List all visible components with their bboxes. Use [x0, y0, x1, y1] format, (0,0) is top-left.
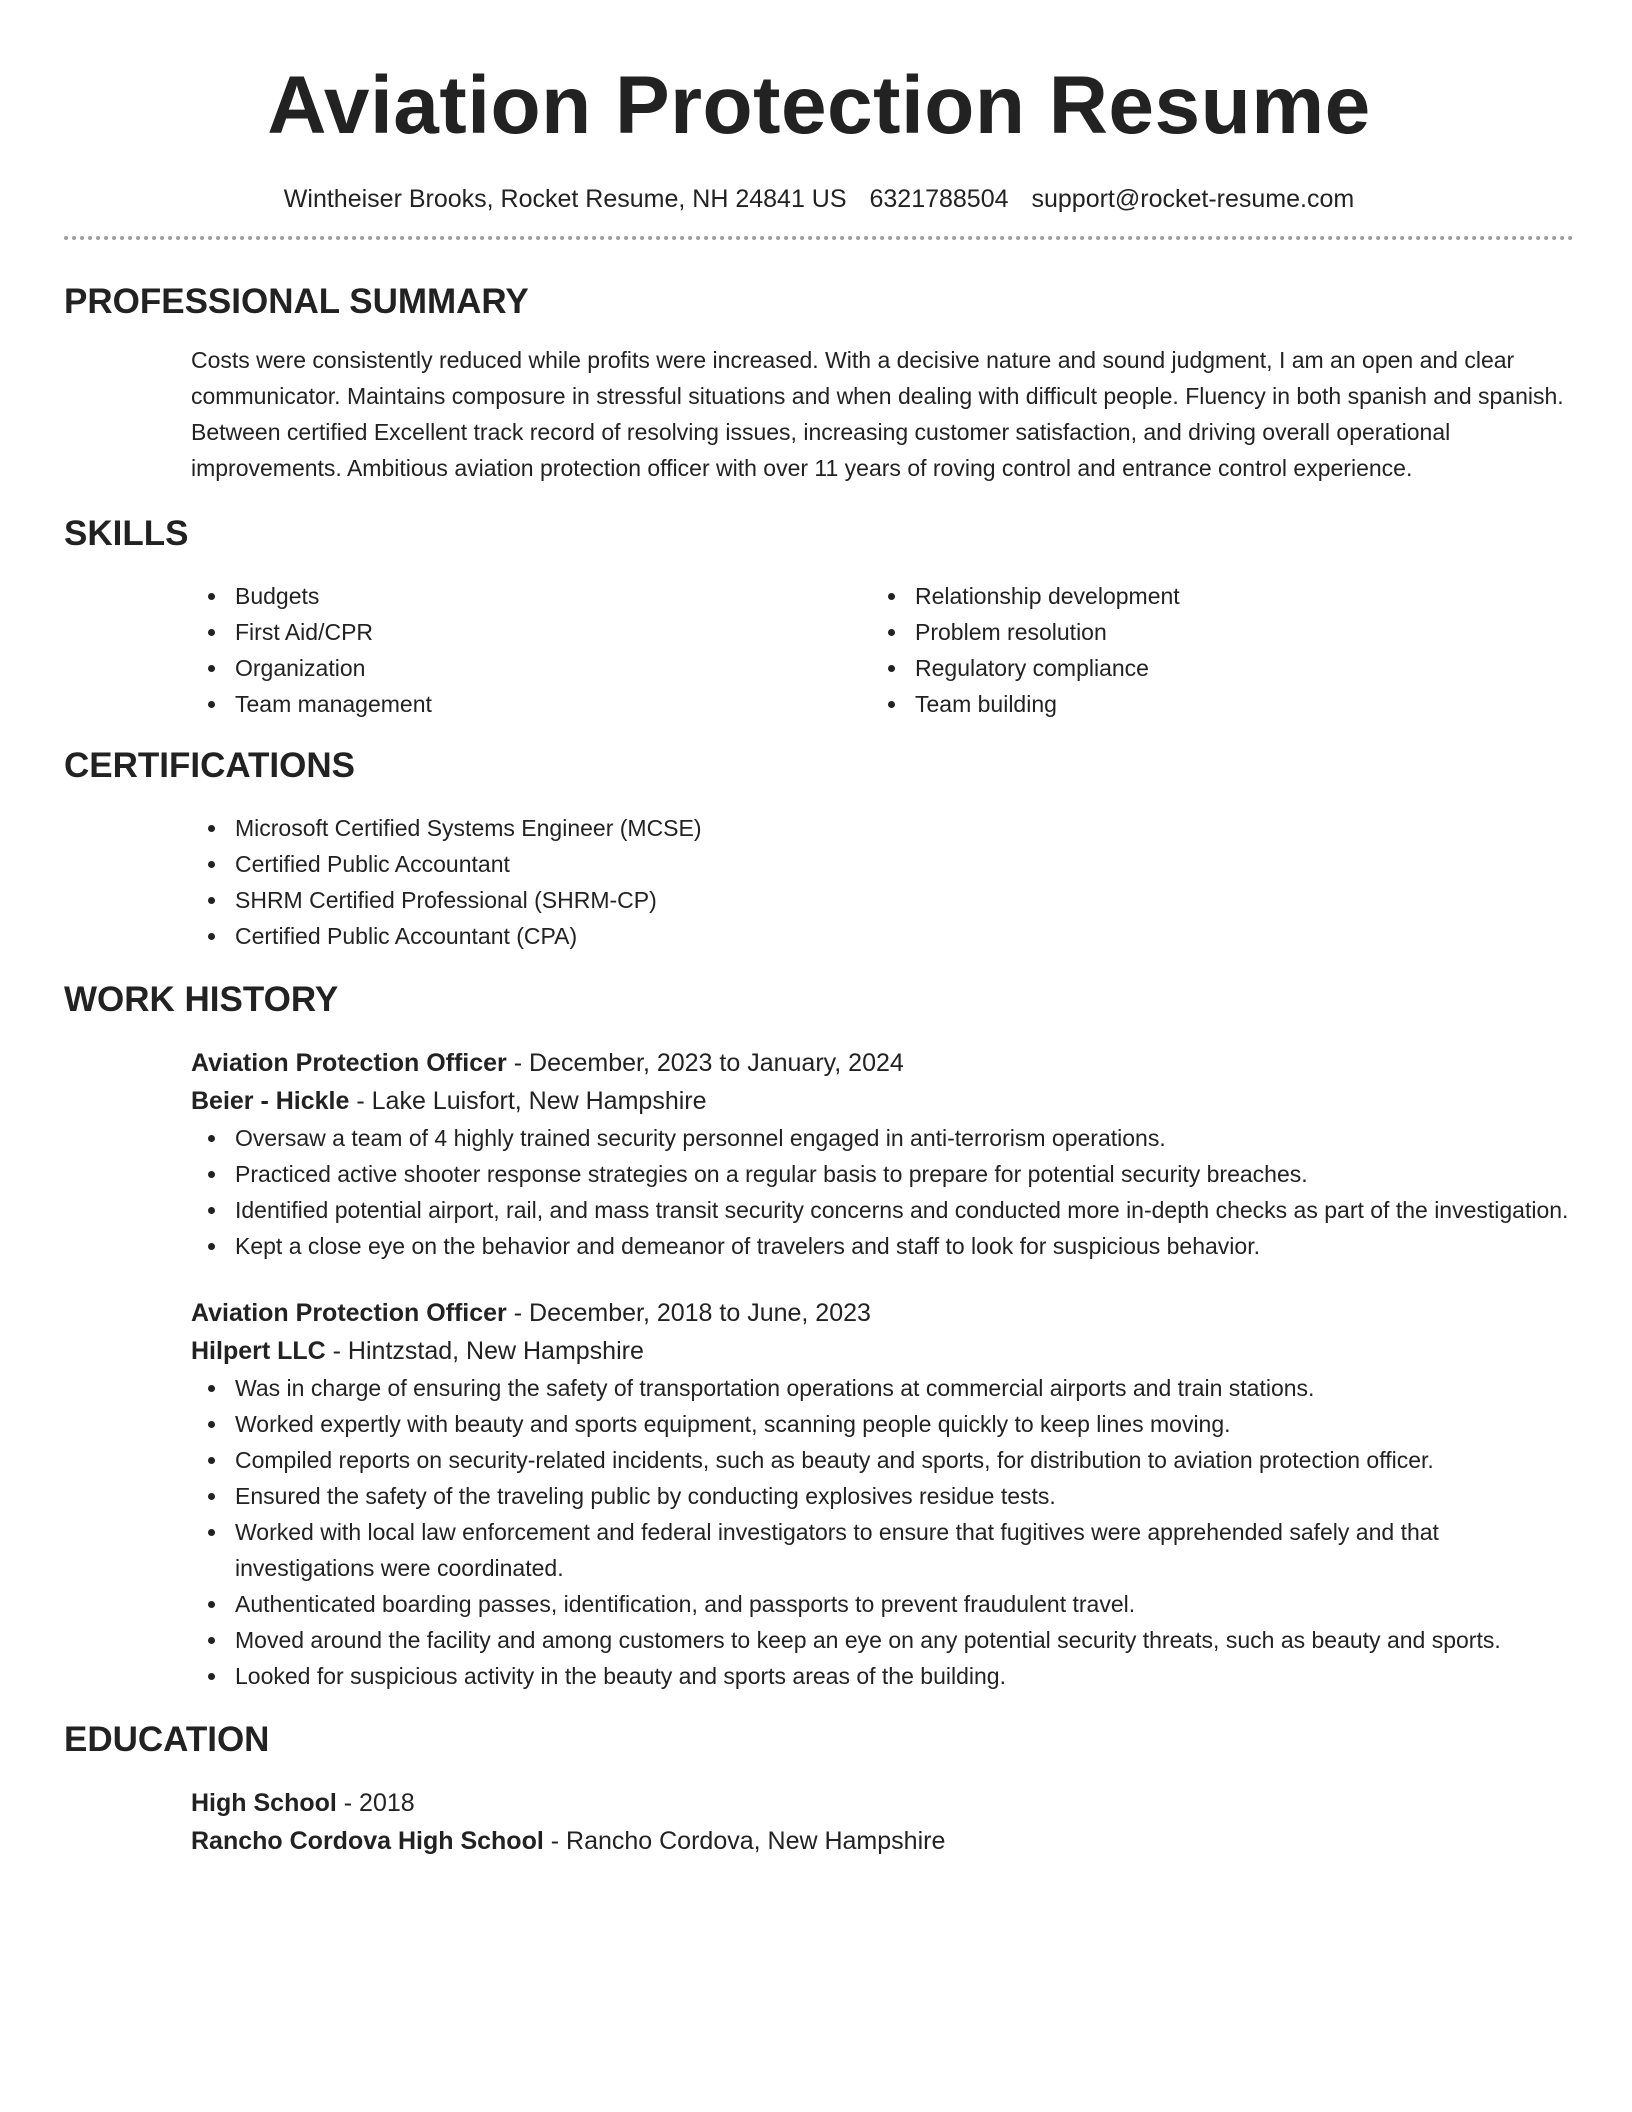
education-location: - Rancho Cordova, New Hampshire: [543, 1827, 946, 1855]
job-duty-item: Identified potential airport, rail, and mass transit security concerns and conducted more in-depth checks as part of the investigation.: [235, 1192, 1574, 1228]
summary-text: Costs were consistently reduced while profits were increased. With a decisive nature and sound judgment, I am an open and clear communicator. Maintains composure in stressful situations and when dealing with difficult people. Fluency in both spanish and spanish. Between certified Excellent track record of resolving issues, increasing customer satisfaction, and driving overall operational improvements. Ambitious aviation protection officer with over 11 years of roving control and entrance control experience.: [191, 347, 1564, 481]
summary-heading: PROFESSIONAL SUMMARY: [64, 282, 529, 321]
job-company-line: [191, 1082, 1574, 1120]
job-duty-item: Worked with local law enforcement and federal investigators to ensure that fugitives were apprehended safely and that investigations were coordinated.: [235, 1514, 1574, 1586]
job-duty-item: Authenticated boarding passes, identification, and passports to prevent fraudulent travel.: [235, 1586, 1574, 1622]
job-title: Aviation Protection Officer: [191, 1299, 507, 1327]
education-year: - 2018: [336, 1789, 415, 1817]
job-dates: - December, 2018 to June, 2023: [506, 1299, 871, 1327]
skills-column-left: [191, 578, 871, 722]
education-school: Rancho Cordova High School: [191, 1827, 544, 1855]
job-duty-item: Ensured the safety of the traveling public by conducting explosives residue tests.: [235, 1478, 1574, 1514]
job-duty-item: Compiled reports on security-related incidents, such as beauty and sports, for distribution to aviation protection officer.: [235, 1442, 1574, 1478]
contact-phone: 6321788504: [869, 185, 1009, 213]
skill-item: Team building: [915, 686, 1551, 722]
job-location: - Lake Luisfort, New Hampshire: [349, 1087, 707, 1115]
skill-item: Budgets: [235, 578, 871, 614]
job-title: Aviation Protection Officer: [191, 1049, 507, 1077]
job-dates: - December, 2023 to January, 2024: [506, 1049, 904, 1077]
certification-item: Certified Public Accountant (CPA): [235, 918, 1574, 954]
skill-item: Team management: [235, 686, 871, 722]
job-location: - Hintzstad, New Hampshire: [325, 1337, 644, 1365]
header-divider: [64, 236, 1574, 240]
contact-address: Wintheiser Brooks, Rocket Resume, NH 24841 US: [283, 185, 847, 213]
job-duties: [191, 1120, 1574, 1264]
skill-item: First Aid/CPR: [235, 614, 871, 650]
job-duty-item: Kept a close eye on the behavior and demeanor of travelers and staff to look for suspicious behavior.: [235, 1228, 1574, 1264]
certifications-list: [191, 810, 1574, 954]
skill-item: Organization: [235, 650, 871, 686]
job-duty-item: Worked expertly with beauty and sports equipment, scanning people quickly to keep lines moving.: [235, 1406, 1574, 1442]
work-history-heading: WORK HISTORY: [64, 980, 339, 1019]
education-entry: [191, 1784, 1574, 1860]
education-degree-line: [191, 1784, 1574, 1822]
education-heading: EDUCATION: [64, 1720, 270, 1759]
job-company: Beier - Hickle: [191, 1087, 350, 1115]
job-duty-item: Practiced active shooter response strategies on a regular basis to prepare for potential security breaches.: [235, 1156, 1574, 1192]
job-duty-item: Was in charge of ensuring the safety of transportation operations at commercial airports and train stations.: [235, 1370, 1574, 1406]
skills-heading: SKILLS: [64, 514, 189, 553]
certifications-heading: CERTIFICATIONS: [64, 746, 356, 785]
resume-page: [64, 56, 1574, 1860]
skill-item: Problem resolution: [915, 614, 1551, 650]
job-title-line: [191, 1294, 1574, 1332]
education-school-line: [191, 1822, 1574, 1860]
education-degree: High School: [191, 1789, 337, 1817]
certification-item: SHRM Certified Professional (SHRM-CP): [235, 882, 1574, 918]
job-duty-item: Oversaw a team of 4 highly trained security personnel engaged in anti-terrorism operations.: [235, 1120, 1574, 1156]
skill-item: Regulatory compliance: [915, 650, 1551, 686]
skill-item: Relationship development: [915, 578, 1551, 614]
certification-item: Microsoft Certified Systems Engineer (MCSE): [235, 810, 1574, 846]
certification-item: Certified Public Accountant: [235, 846, 1574, 882]
job-duty-item: Looked for suspicious activity in the beauty and sports areas of the building.: [235, 1658, 1574, 1694]
job-duties: [191, 1370, 1574, 1694]
job-entry: [191, 1044, 1574, 1264]
skills-column-right: [871, 578, 1551, 722]
contact-line: [64, 182, 1574, 216]
skills-list: [191, 578, 1574, 722]
contact-email: support@rocket-resume.com: [1031, 185, 1355, 213]
job-company-line: [191, 1332, 1574, 1370]
page-title: Aviation Protection Resume: [267, 60, 1371, 151]
job-company: Hilpert LLC: [191, 1337, 326, 1365]
job-entry: [191, 1294, 1574, 1694]
job-duty-item: Moved around the facility and among customers to keep an eye on any potential security threats, such as beauty and sports.: [235, 1622, 1574, 1658]
job-title-line: [191, 1044, 1574, 1082]
